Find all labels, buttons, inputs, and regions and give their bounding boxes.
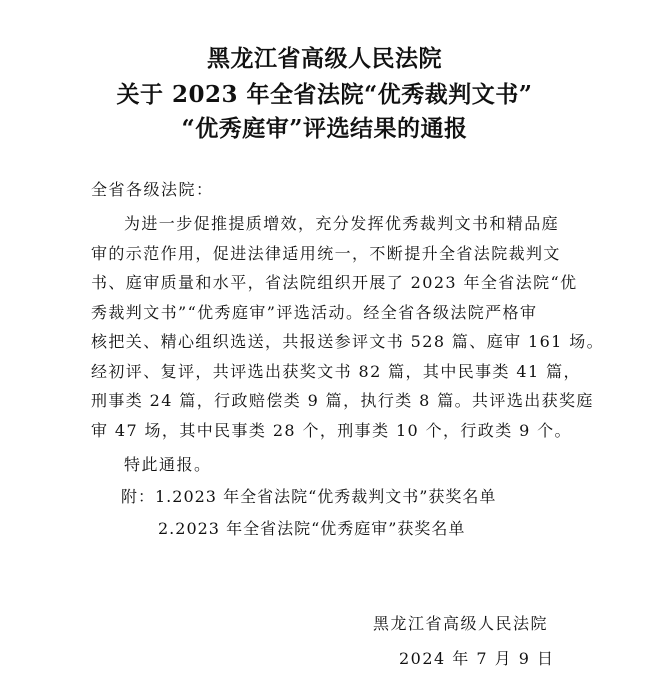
body-paragraph <box>91 209 605 445</box>
paragraph-line: 书、庭审质量和水平，省法院组织开展了 2023 年全省法院“优 <box>91 273 578 292</box>
issuer-signature: 黑龙江省高级人民法院 <box>373 614 549 633</box>
document-title-line-1: 黑龙江省高级人民法院 <box>207 45 442 72</box>
paragraph-line: 秀裁判文书”“优秀庭审”评选活动。经全省各级法院严格审 <box>91 302 538 322</box>
paragraph-line: 审的示范作用，促进法律适用统一，不断提升全省法院裁判文 <box>91 243 561 263</box>
paragraph-line: 审 47 场，其中民事类 28 个，刑事类 10 个，行政类 9 个。 <box>91 420 572 440</box>
attachment-item-1: 附：1.2023 年全省法院“优秀裁判文书”获奖名单 <box>121 487 497 506</box>
closing-remark: 特此通报。 <box>124 455 212 474</box>
paragraph-line: 为进一步促推提质增效，充分发挥优秀裁判文书和精品庭 <box>124 214 560 233</box>
salutation: 全省各级法院： <box>91 180 214 199</box>
paragraph-line: 核把关、精心组织选送，共报送参评文书 528 篇、庭审 161 场。 <box>91 332 605 351</box>
document-title-line-3: “优秀庭审”评选结果的通报 <box>181 115 468 142</box>
paragraph-line: 刑事类 24 篇，行政赔偿类 9 篇，执行类 8 篇。共评选出获奖庭 <box>91 391 594 410</box>
document-title-line-2: 关于 2023 年全省法院“优秀裁判文书” <box>116 81 533 108</box>
issue-date: 2024 年 7 月 9 日 <box>399 649 555 668</box>
paragraph-line: 经初评、复评，共评选出获奖文书 82 篇，其中民事类 41 篇， <box>91 361 581 381</box>
attachment-item-2: 2.2023 年全省法院“优秀庭审”获奖名单 <box>158 519 466 538</box>
